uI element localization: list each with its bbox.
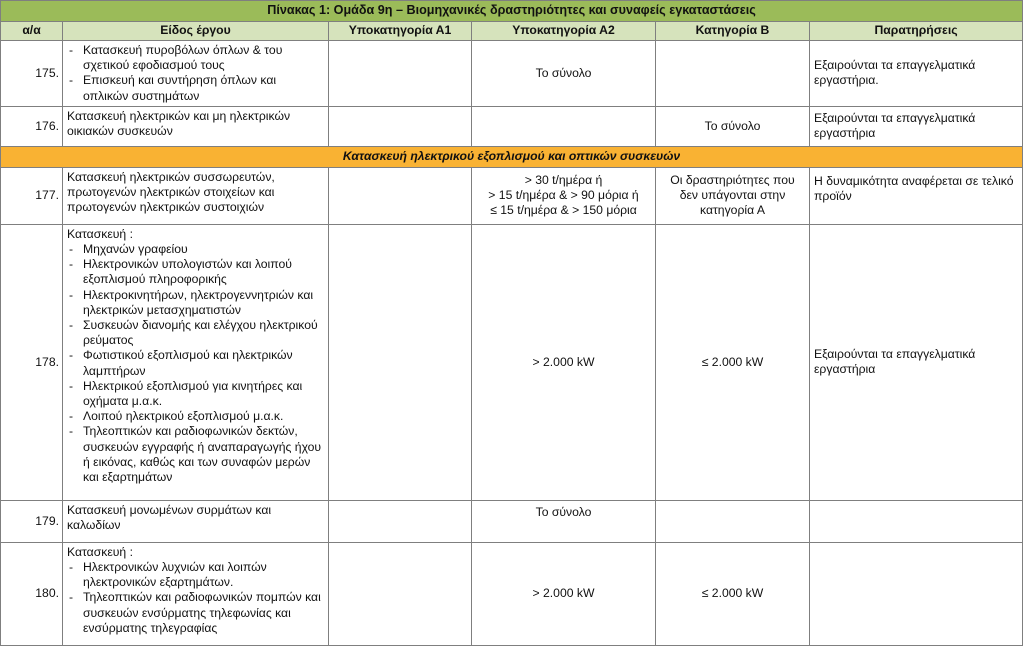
list-intro: Κατασκευή : [67, 226, 133, 241]
list-item: - Συσκευών διανομής και ελέγχου ηλεκτρικού ρεύματος [79, 318, 324, 348]
notes-cell: Εξαιρούνται τα επαγγελματικά εργαστήρια. [810, 41, 1023, 107]
list-intro: Κατασκευή : [67, 544, 133, 559]
threshold-line: ≤ 15 t/ημέρα & > 150 μόρια [490, 203, 637, 218]
list-item: - Ηλεκτροκινητήρων, ηλεκτρογεννητριών και ηλεκτρικών μετασχηματιστών [79, 288, 324, 318]
table-title-row [1, 1, 1023, 22]
header-row [1, 22, 1023, 41]
table-row [1, 224, 1023, 500]
row-number: 175. [1, 41, 63, 107]
list-item: - Τηλεοπτικών και ραδιοφωνικών πομπών και συσκευών ενσύρματης τηλεφωνίας και ενσύρματης τηλεγραφίας [79, 590, 324, 636]
list-item: - Κατασκευή πυροβόλων όπλων & του σχετικού εφοδιασμού τους [79, 43, 324, 73]
subcategory-a2-cell: Το σύνολο [472, 41, 656, 107]
row-number: 178. [1, 224, 63, 500]
list-item: - Τηλεοπτικών και ραδιοφωνικών δεκτών, συσκευών εγγραφής ή αναπαραγωγής ήχου ή εικόνας, καθώς και των συναφών μερών και εξαρτημάτων [79, 424, 324, 485]
notes-cell: Εξαιρούνται τα επαγγελματικά εργαστήρια [810, 224, 1023, 500]
threshold-line: > 30 t/ημέρα ή [524, 173, 603, 187]
header-subcategory-a2: Υποκατηγορία Α2 [472, 22, 656, 41]
subcategory-a1-cell [329, 41, 472, 107]
category-b-cell [656, 500, 810, 542]
list-item: - Ηλεκτρονικών υπολογιστών και λοιπού εξοπλισμού πληροφορικής [79, 257, 324, 287]
notes-cell [810, 500, 1023, 542]
list-item: - Λοιπού ηλεκτρικού εξοπλισμού μ.α.κ. [79, 409, 324, 424]
list-item: - Μηχανών γραφείου [79, 242, 324, 257]
row-number: 176. [1, 106, 63, 146]
project-type-cell [63, 542, 329, 645]
header-num: α/α [1, 22, 63, 41]
project-type-cell: Κατασκευή ηλεκτρικών και μη ηλεκτρικών οικιακών συσκευών [63, 106, 329, 146]
subcategory-a1-cell [329, 224, 472, 500]
category-b-cell [656, 41, 810, 107]
threshold-line: > 15 t/ημέρα & > 90 μόρια ή [488, 188, 639, 203]
project-item-list [67, 560, 324, 636]
header-project-type: Είδος έργου [63, 22, 329, 41]
section-row [1, 146, 1023, 167]
list-item: - Ηλεκτρικού εξοπλισμού για κινητήρες και οχήματα μ.α.κ. [79, 379, 324, 409]
table-row [1, 167, 1023, 224]
row-number: 179. [1, 500, 63, 542]
subcategory-a2-cell: > 2.000 kW [472, 224, 656, 500]
row-number: 177. [1, 167, 63, 224]
list-item: - Φωτιστικού εξοπλισμού και ηλεκτρικών λαμπτήρων [79, 348, 324, 378]
header-subcategory-a1: Υποκατηγορία Α1 [329, 22, 472, 41]
category-b-cell: ≤ 2.000 kW [656, 542, 810, 645]
subcategory-a1-cell [329, 542, 472, 645]
project-type-cell: Κατασκευή ηλεκτρικών συσσωρευτών, πρωτογενών ηλεκτρικών στοιχείων και πρωτογενών ηλεκτρικών συστοιχιών [63, 167, 329, 224]
category-b-cell: Το σύνολο [656, 106, 810, 146]
notes-cell: Εξαιρούνται τα επαγγελματικά εργαστήρια [810, 106, 1023, 146]
subcategory-a2-cell: > 2.000 kW [472, 542, 656, 645]
subcategory-a2-cell [472, 106, 656, 146]
table-row [1, 542, 1023, 645]
table-row [1, 106, 1023, 146]
table-row [1, 500, 1023, 542]
subcategory-a2-cell [472, 167, 656, 224]
subcategory-a1-cell [329, 106, 472, 146]
row-number: 180. [1, 542, 63, 645]
section-title: Κατασκευή ηλεκτρικού εξοπλισμού και οπτικών συσκευών [1, 146, 1023, 167]
category-b-cell: ≤ 2.000 kW [656, 224, 810, 500]
notes-cell: Η δυναμικότητα αναφέρεται σε τελικό προϊόν [810, 167, 1023, 224]
table-row [1, 41, 1023, 107]
notes-cell [810, 542, 1023, 645]
list-item: - Επισκευή και συντήρηση όπλων και οπλικών συστημάτων [79, 73, 324, 103]
subcategory-a1-cell [329, 167, 472, 224]
subcategory-a1-cell [329, 500, 472, 542]
project-item-list [67, 43, 324, 104]
category-b-cell: Οι δραστηριότητες που δεν υπάγονται στην κατηγορία Α [656, 167, 810, 224]
project-item-list [67, 242, 324, 485]
header-category-b: Κατηγορία Β [656, 22, 810, 41]
header-notes: Παρατηρήσεις [810, 22, 1023, 41]
project-type-cell [63, 41, 329, 107]
table-title: Πίνακας 1: Ομάδα 9η – Βιομηχανικές δραστηριότητες και συναφείς εγκαταστάσεις [1, 1, 1023, 22]
project-type-cell [63, 224, 329, 500]
subcategory-a2-cell: Το σύνολο [472, 500, 656, 542]
list-item: - Ηλεκτρονικών λυχνιών και λοιπών ηλεκτρονικών εξαρτημάτων. [79, 560, 324, 590]
project-type-cell: Κατασκευή μονωμένων συρμάτων και καλωδίων [63, 500, 329, 542]
